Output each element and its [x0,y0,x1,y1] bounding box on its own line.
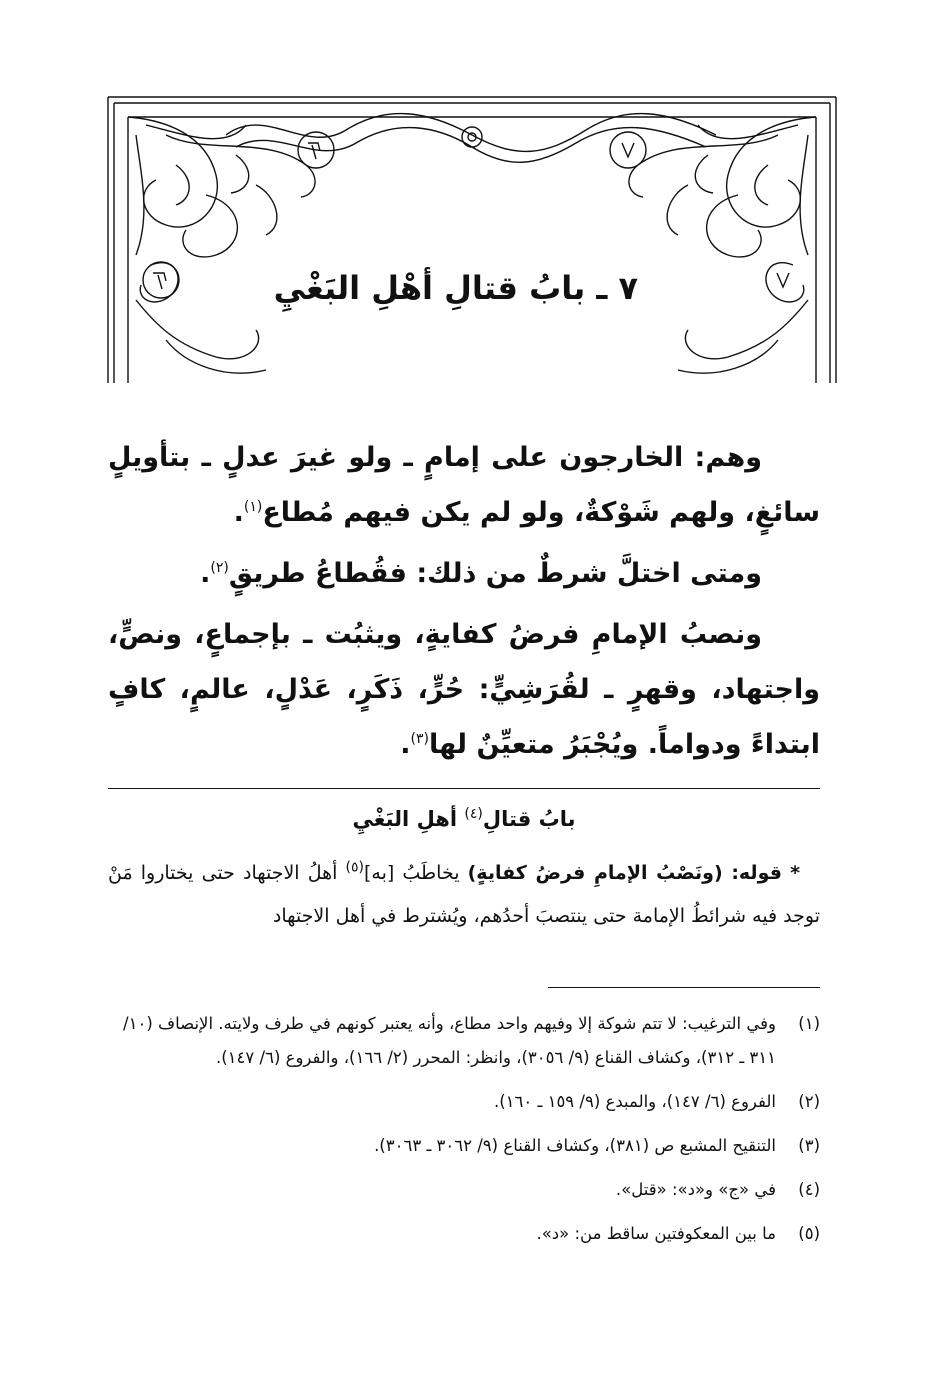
footnote-text: وفي الترغيب: لا تتم شوكة إلا وفيهم واحد مطاع، وأنه يعتبر كونهم في طرف ولايته. الإنصاف (١٠/ ٣١١ ـ ٣١٢)، وكشاف القناع (٩/ ٣٠٥٦)، وانظر: المحرر (٢/ ١٦٦)، والفروع (٦/ ١٤٧). [123,1014,776,1067]
footnote-text: الفروع (٦/ ١٤٧)، والمبدع (٩/ ١٥٩ ـ ١٦٠). [493,1092,776,1111]
footnote-ref: (٥) [345,859,364,876]
footnote-item [108,1217,820,1251]
footnote-ref: (٢) [210,560,229,576]
main-paragraph-text: ومتى اختلَّ شرطٌ من ذلك: فقُطاعُ طريقٍ [228,558,762,589]
main-paragraph [108,430,820,540]
footnote-item [108,1007,820,1075]
footnote-ref: (٤) [464,806,483,822]
main-paragraph-text: وهم: الخارجون على إمامٍ ـ ولو غيرَ عدلٍ ـ بتأويلٍ سائغٍ، ولهم شَوْكةٌ، ولو لم يكن فيهم مُطاع [108,442,820,528]
ornamental-header-frame [106,95,838,385]
commentary-lead: قوله: (ونَصْبُ الإمامِ فرضُ كفايةٍ) [467,862,782,884]
punctuation: . [400,729,411,760]
commentary-title [108,799,820,839]
footnote-number: (٤) [798,1180,820,1199]
punctuation: . [200,558,211,589]
main-text [108,430,820,778]
commentary-text [108,852,820,938]
footnote-number: (٥) [798,1224,820,1243]
commentary-title-text: أهلِ البَغْيِ [352,807,465,831]
footnote-text: ما بين المعكوفتين ساقط من: «د». [536,1224,776,1243]
footnote-number: (٢) [798,1092,820,1111]
chapter-title: ٧ ـ بابُ قتالِ أهْلِ البَغْيِ [273,269,638,307]
commentary-title-text: بابُ قتالِ [482,807,576,831]
footnote-text: في «ج» و«د»: «قتل». [615,1180,776,1199]
main-paragraph-text: ونصبُ الإمامِ فرضُ كفايةٍ، ويثبُت ـ بإجماعٍ، ونصٍّ، واجتهاد، وقهرٍ ـ لقُرَشِيٍّ: حُرٍّ، ذَكَرٍ، عَدْلٍ، عالمٍ، كافٍ ابتداءً ودواماً. ويُجْبَرُ متعيِّنٌ لها [108,619,820,760]
commentary-paragraph [108,852,820,938]
footnote-number: (١) [798,1014,820,1033]
footnote-item [108,1085,820,1119]
commentary-body: أهلُ الاجتهاد حتى يختاروا مَنْ توجد فيه شرائطُ الإمامة حتى ينتصبَ أحدُهم، ويُشترط في أهل الاجتهاد [108,862,820,927]
commentary-body: يخاطَبُ [به] [363,862,468,884]
main-paragraph [108,546,820,601]
footnote-divider [548,987,820,988]
main-paragraph [108,607,820,772]
punctuation: . [233,497,244,528]
footnote-number: (٣) [798,1136,820,1155]
footnote-ref: (١) [243,499,263,515]
footnote-item [108,1173,820,1207]
section-divider [108,788,820,789]
footnotes [108,1007,820,1261]
footnote-item [108,1129,820,1163]
arabesque-ornament-icon [106,95,838,385]
footnote-text: التنقيح المشبع ص (٣٨١)، وكشاف القناع (٩/ ٣٠٦٢ ـ ٣٠٦٣). [374,1136,776,1155]
footnote-ref: (٣) [410,731,429,747]
star-marker: * [790,862,800,884]
